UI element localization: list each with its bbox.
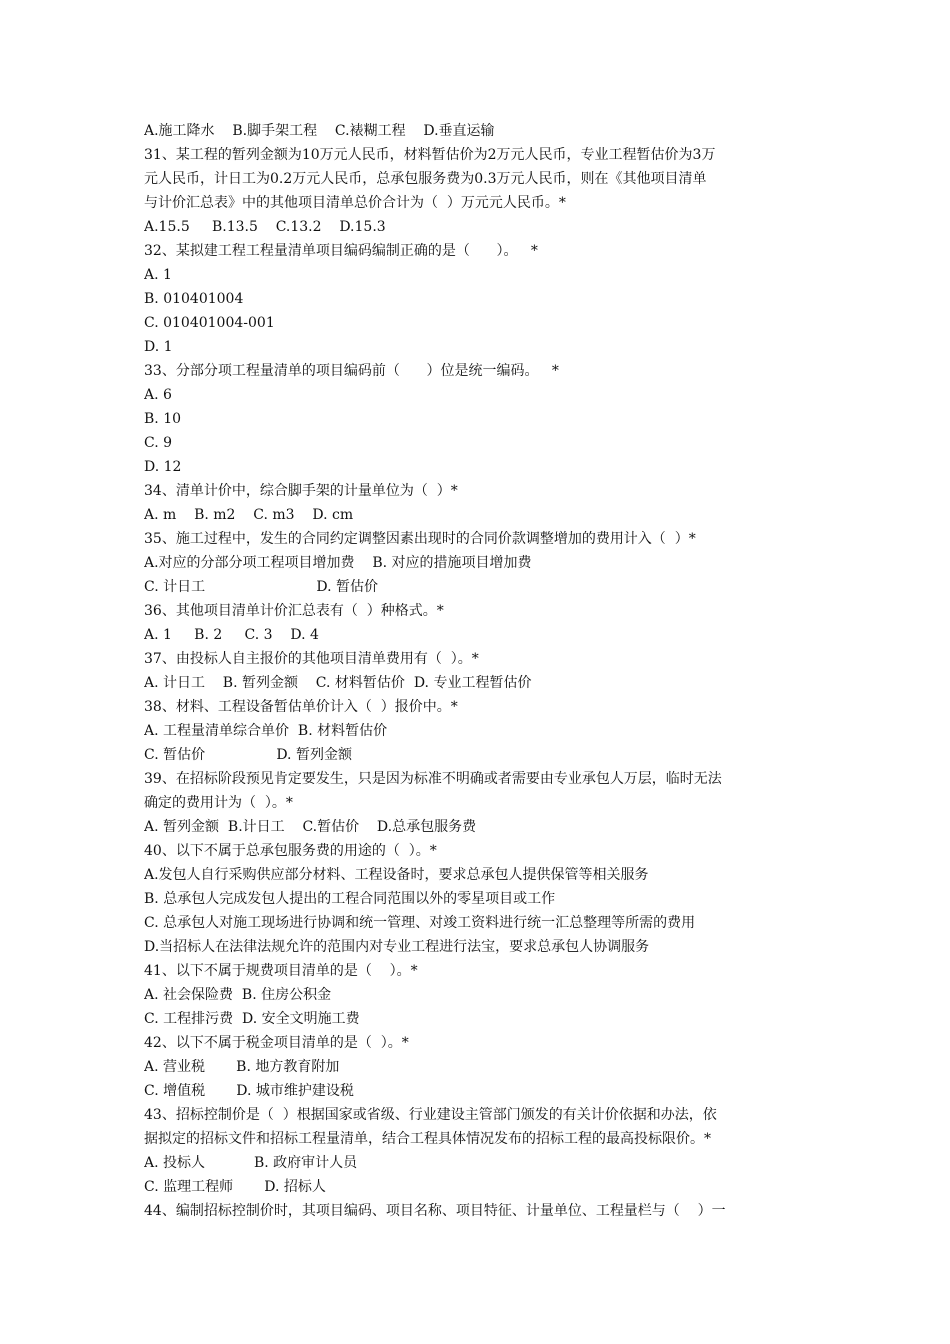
text-line: 38、材料、工程设备暂估单价计入（ ）报价中。* [144,699,458,715]
text-line: 34、清单计价中，综合脚手架的计量单位为（ ）* [144,483,458,499]
text-line: D. 12 [144,459,182,475]
text-line: C. 监理工程师 D. 招标人 [144,1179,326,1195]
text-line: 37、由投标人自主报价的其他项目清单费用有（ ）。* [144,651,479,667]
text-line: 40、以下不属于总承包服务费的用途的（ ）。* [144,843,437,859]
text-line: A. 计日工 B. 暂列金额 C. 材料暂估价 D. 专业工程暂估价 [144,675,532,691]
text-line: A. 投标人 B. 政府审计人员 [144,1155,358,1171]
text-line: D. 1 [144,339,173,355]
text-line: A.对应的分部分项工程项目增加费 B. 对应的措施项目增加费 [144,555,532,571]
text-line: A. 工程量清单综合单价 B. 材料暂估价 [144,723,388,739]
text-line: A.15.5 B.13.5 C.13.2 D.15.3 [144,219,386,235]
text-line: A.施工降水 B.脚手架工程 C.裱糊工程 D.垂直运输 [144,123,495,139]
text-line: 39、在招标阶段预见肯定要发生，只是因为标准不明确或者需要由专业承包人万层，临时无法 [144,771,722,787]
text-line: B. 总承包人完成发包人提出的工程合同范围以外的零星项目或工作 [144,891,556,907]
text-line: 35、施工过程中，发生的合同约定调整因素出现时的合同价款调整增加的费用计入（ ）* [144,531,696,547]
text-line: C. 暂估价 D. 暂列金额 [144,747,352,763]
text-line: A. 6 [144,387,172,403]
text-line: C. 9 [144,435,173,451]
text-line: 与计价汇总表》中的其他项目清单总价合计为（ ）万元元人民币。* [144,195,566,211]
text-line: 32、某拟建工程工程量清单项目编码编制正确的是（ ）。 * [144,243,538,259]
text-line: 元人民币，计日工为0.2万元人民币，总承包服务费为0.3万元人民币，则在《其他项目清单 [144,171,707,187]
text-line: 31、某工程的暂列金额为10万元人民币，材料暂估价为2万元人民币，专业工程暂估价为3万 [144,147,716,163]
text-line: A.发包人自行采购供应部分材料、工程设备时，要求总承包人提供保管等相关服务 [144,867,649,883]
text-line: A. 1 [144,267,172,283]
text-line: A. 1 B. 2 C. 3 D. 4 [144,627,319,643]
text-line: 确定的费用计为（ ）。* [144,795,293,811]
text-line: C. 增值税 D. 城市维护建设税 [144,1083,354,1099]
text-line: C. 计日工 D. 暂估价 [144,579,378,595]
text-line: 44、编制招标控制价时，其项目编码、项目名称、项目特征、计量单位、工程量栏与（ ）一 [144,1203,726,1219]
text-line: A. 营业税 B. 地方教育附加 [144,1059,340,1075]
text-line: A. 暂列金额 B.计日工 C.暂估价 D.总承包服务费 [144,819,477,835]
text-line: C. 工程排污费 D. 安全文明施工费 [144,1011,360,1027]
text-line: B. 010401004 [144,291,244,307]
text-line: 43、招标控制价是（ ）根据国家或省级、行业建设主管部门颁发的有关计价依据和办法，依 [144,1107,717,1123]
text-line: 41、以下不属于规费项目清单的是（ ）。* [144,963,418,979]
text-line: 36、其他项目清单计价汇总表有（ ）种格式。* [144,603,444,619]
document-page [144,119,809,1223]
text-line: C. 总承包人对施工现场进行协调和统一管理、对竣工资料进行统一汇总整理等所需的费用 [144,915,696,931]
text-line: 据拟定的招标文件和招标工程量清单，结合工程具体情况发布的招标工程的最高投标限价。* [144,1131,711,1147]
text-line: C. 010401004-001 [144,315,275,331]
text-line: A. 社会保险费 B. 住房公积金 [144,987,332,1003]
text-line: 42、以下不属于税金项目清单的是（ ）。* [144,1035,409,1051]
text-line: D.当招标人在法律法规允许的范围内对专业工程进行法宝，要求总承包人协调服务 [144,939,650,955]
text-line: B. 10 [144,411,182,427]
text-line: A. m B. m2 C. m3 D. cm [144,507,354,523]
text-line: 33、分部分项工程量清单的项目编码前（ ）位是统一编码。 * [144,363,559,379]
